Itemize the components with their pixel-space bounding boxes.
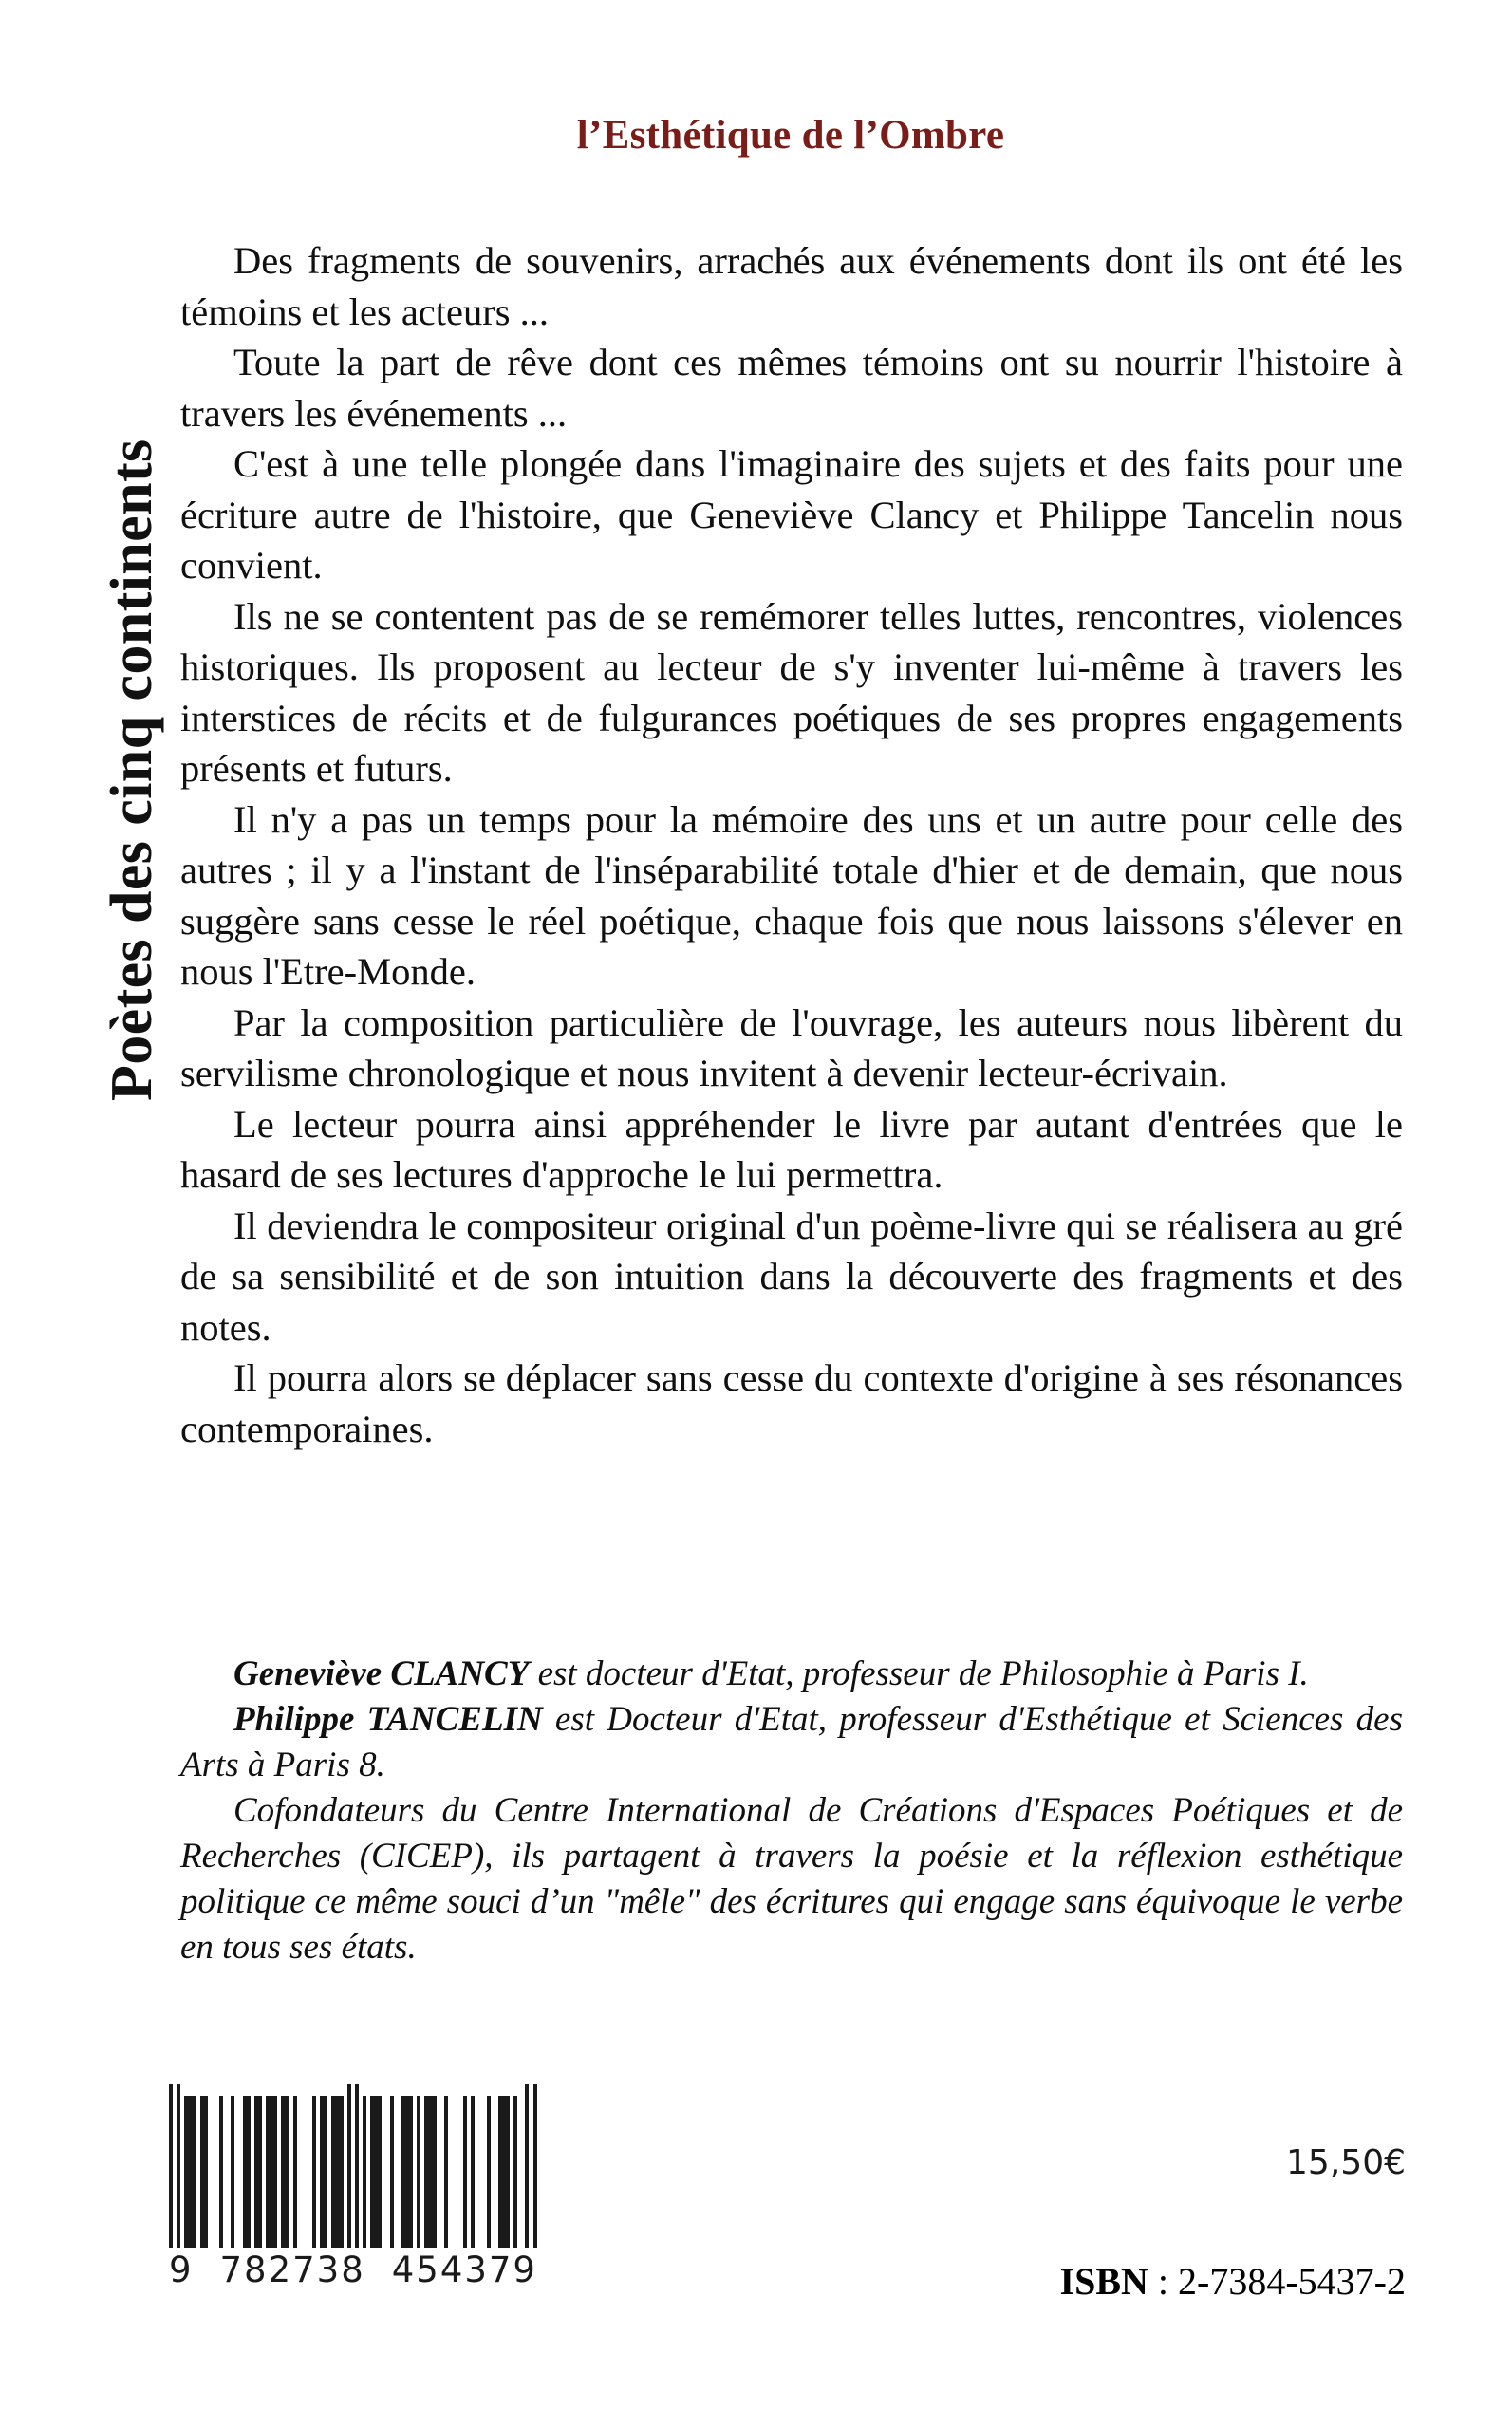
blurb-paragraph: Il deviendra le compositeur original d'un poème-livre qui se réalisera au gré de sa sensibilité et de son intuition dans la découverte des fragments et des notes.: [180, 1204, 1403, 1349]
author-bio: [180, 1697, 1403, 1788]
blurb-paragraph: Ils ne se contentent pas de se remémorer telles luttes, rencontres, violences historiques. Ils proposent au lecteur de s'y inventer lui-même à travers les interstices de récits et de fulgurances poétiques de ses propres engagements présents et futurs.: [180, 594, 1403, 790]
blurb-paragraph: Des fragments de souvenirs, arrachés aux événements dont ils ont été les témoins et les acteurs ...: [180, 239, 1403, 333]
author-bio-text: est Docteur d'Etat, professeur d'Esthétique et Sciences des Arts à Paris 8.: [180, 1700, 1403, 1784]
isbn-line: [1060, 2259, 1406, 2304]
isbn-separator: :: [1148, 2260, 1179, 2303]
blurb-paragraph: Toute la part de rêve dont ces mêmes témoins ont su nourrir l'histoire à travers les événements ...: [180, 341, 1403, 435]
blurb-paragraph: Il n'y a pas un temps pour la mémoire des uns et un autre pour celle des autres ; il y a l'instant de l'inséparabilité totale d'hier et de demain, que nous suggère sans cesse le réel poétique, chaque fois que nous laissons s'élever en nous l'Etre-Monde.: [180, 797, 1403, 993]
barcode-digits: [169, 2250, 537, 2290]
collection-spine-band: [0, 0, 164, 2409]
author-name: Philippe TANCELIN: [233, 1700, 543, 1739]
author-bio: [180, 1788, 1403, 1970]
blurb-paragraph: Il pourra alors se déplacer sans cesse du contexte d'origine à ses résonances contemporaines.: [180, 1356, 1403, 1450]
author-bio: [180, 1652, 1403, 1697]
author-bio-text: Cofondateurs du Centre International de Créations d'Espaces Poétiques et de Recherches (CICEP), ils partagent à travers la poésie et la réflexion esthétique politique ce même souci d’un "mêle" des écritures qui engage sans équivoque le verbe en tous ses états.: [180, 1791, 1403, 1967]
blurb-paragraph: C'est à une telle plongée dans l'imaginaire des sujets et des faits pour une écriture autre de l'histoire, que Geneviève Clancy et Philippe Tancelin nous convient.: [180, 442, 1403, 587]
collection-name: Poètes des cinq continents: [100, 439, 164, 1101]
price-label: 15,50€: [1286, 2143, 1406, 2182]
isbn-value: 2-7384-5437-2: [1178, 2260, 1406, 2303]
isbn-label: ISBN: [1059, 2260, 1148, 2303]
barcode-digit-lead: 9: [169, 2250, 194, 2290]
blurb-paragraph: Par la composition particulière de l'ouvrage, les auteurs nous libèrent du servilisme chronologique et nous invitent à devenir lecteur-écrivain.: [180, 1000, 1403, 1094]
author-bio-block: [180, 1652, 1403, 1970]
barcode-bars: [169, 2084, 537, 2248]
page-title: l’Esthétique de l’Ombre: [576, 113, 1005, 158]
barcode: [169, 2084, 549, 2290]
barcode-digits-right: 454379: [391, 2250, 537, 2290]
author-bio-text: est docteur d'Etat, professeur de Philosophie à Paris I.: [529, 1654, 1309, 1693]
barcode-digits-left: 782738: [219, 2250, 365, 2290]
blurb-paragraph: Le lecteur pourra ainsi appréhender le livre par autant d'entrées que le hasard de ses lectures d'approche le lui permettra.: [180, 1102, 1403, 1196]
author-name: Geneviève CLANCY: [233, 1654, 530, 1693]
blurb-text-block: [180, 235, 1403, 1454]
